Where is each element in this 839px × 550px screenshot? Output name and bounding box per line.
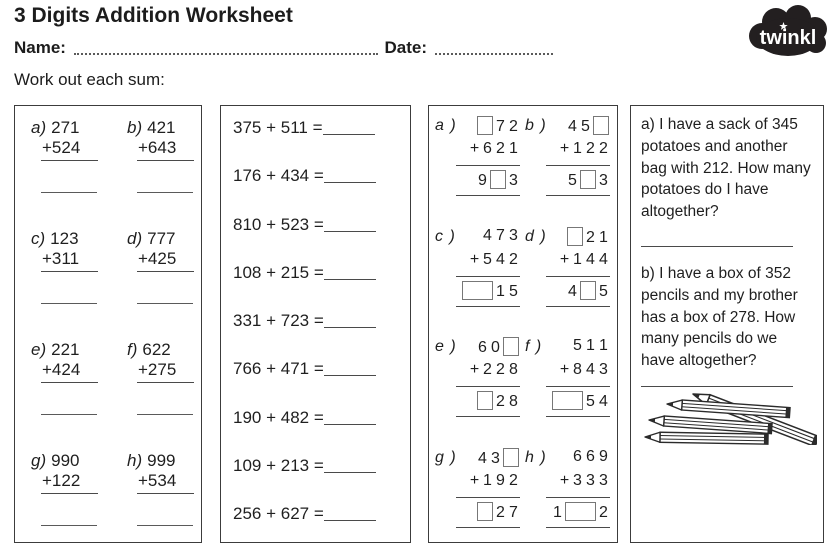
column-addition-panel — [14, 105, 202, 543]
missing-digit-problem-b: b ) 4 5 + 1 2 2 5 3 — [525, 116, 610, 196]
addition-problem-g: g) 990 +122 — [31, 451, 101, 526]
answer-line — [137, 192, 193, 193]
answer-blank — [324, 506, 376, 521]
sum-row: 109 + 213 = — [233, 456, 402, 476]
problem-row — [31, 340, 185, 415]
addition-problem-h: h) 999 +534 — [127, 451, 197, 526]
missing-digit-problem-e: e ) 6 0 + 2 2 8 2 8 — [435, 337, 520, 417]
missing-digit-box — [565, 502, 596, 521]
horizontal-sums-panel — [220, 105, 411, 543]
answer-blank — [324, 410, 376, 425]
sum-row: 176 + 434 = — [233, 166, 402, 186]
answer-blank — [324, 361, 376, 376]
missing-digit-box — [503, 448, 519, 467]
missing-digit-box — [580, 170, 596, 189]
date-label: Date: — [384, 38, 427, 57]
word-problems-panel — [630, 105, 824, 543]
addition-problem-f: f) 622 +275 — [127, 340, 197, 415]
addition-problem-b: b) 421 +643 — [127, 118, 197, 193]
answer-line — [641, 246, 793, 247]
answer-line — [137, 303, 193, 304]
sum-row: 108 + 215 = — [233, 263, 402, 283]
name-label: Name: — [14, 38, 66, 57]
missing-digit-panel — [428, 105, 618, 543]
sum-row: 810 + 523 = — [233, 215, 402, 235]
answer-line — [641, 386, 793, 387]
sum-row: 190 + 482 = — [233, 408, 402, 428]
missing-digit-problem-g: g ) 4 3 + 1 9 2 2 7 — [435, 448, 520, 528]
missing-digit-box — [462, 281, 493, 300]
word-problem-b: b) I have a box of 352 pencils and my brother has a box of 278. How many pencils do we have altogether? — [641, 264, 798, 370]
missing-digit-box — [580, 281, 596, 300]
problem-row — [31, 451, 185, 526]
answer-line — [137, 525, 193, 526]
answer-line — [41, 303, 97, 304]
pencils-illustration — [641, 391, 817, 445]
missing-digit-problem-c: c ) 4 7 3 + 5 4 2 1 5 — [435, 227, 520, 307]
missing-digit-box — [477, 502, 493, 521]
word-problem-a: a) I have a sack of 345 potatoes and another bag with 212. How many potatoes do I have altogether? — [641, 116, 811, 221]
problem-row — [435, 227, 611, 307]
problem-row — [435, 337, 611, 417]
twinkl-logo-text: twinkl — [759, 27, 817, 49]
twinkl-logo — [745, 3, 831, 61]
addition-problem-d: d) 777 +425 — [127, 229, 197, 304]
addition-problem-c: c) 123 +311 — [31, 229, 101, 304]
instruction-text: Work out each sum: — [14, 70, 165, 89]
problem-row — [435, 116, 611, 196]
missing-digit-box — [503, 337, 519, 356]
problem-row — [435, 448, 611, 528]
answer-blank — [324, 458, 376, 473]
answer-blank — [324, 265, 376, 280]
problem-row — [31, 118, 185, 193]
missing-digit-box — [593, 116, 609, 135]
missing-digit-problem-a: a ) 7 2 + 6 2 1 9 3 — [435, 116, 520, 196]
page-title: 3 Digits Addition Worksheet — [14, 4, 293, 27]
sum-row: 331 + 723 = — [233, 311, 402, 331]
sum-row: 766 + 471 = — [233, 359, 402, 379]
sum-row: 256 + 627 = — [233, 504, 402, 524]
missing-digit-box — [477, 116, 493, 135]
answer-blank — [324, 168, 376, 183]
answer-line — [137, 414, 193, 415]
missing-digit-box — [490, 170, 506, 189]
name-fill-line — [74, 49, 379, 55]
missing-digit-box — [552, 391, 583, 410]
answer-blank — [324, 217, 376, 232]
answer-line — [41, 414, 97, 415]
missing-digit-problem-h: h ) 6 6 9 + 3 3 3 1 2 — [525, 448, 610, 528]
missing-digit-box — [477, 391, 493, 410]
problem-row — [31, 229, 185, 304]
date-fill-line — [435, 49, 553, 55]
addition-problem-e: e) 221 +424 — [31, 340, 101, 415]
missing-digit-box — [567, 227, 583, 246]
sum-row: 375 + 511 = — [233, 118, 402, 138]
answer-blank — [323, 120, 375, 135]
answer-line — [41, 192, 97, 193]
answer-blank — [324, 313, 376, 328]
name-date-row — [14, 38, 559, 58]
answer-line — [41, 525, 97, 526]
addition-problem-a: a) 271 +524 — [31, 118, 101, 193]
missing-digit-problem-f: f ) 5 1 1 + 8 4 3 5 4 — [525, 337, 610, 417]
missing-digit-problem-d: d ) 2 1 + 1 4 4 4 5 — [525, 227, 610, 307]
